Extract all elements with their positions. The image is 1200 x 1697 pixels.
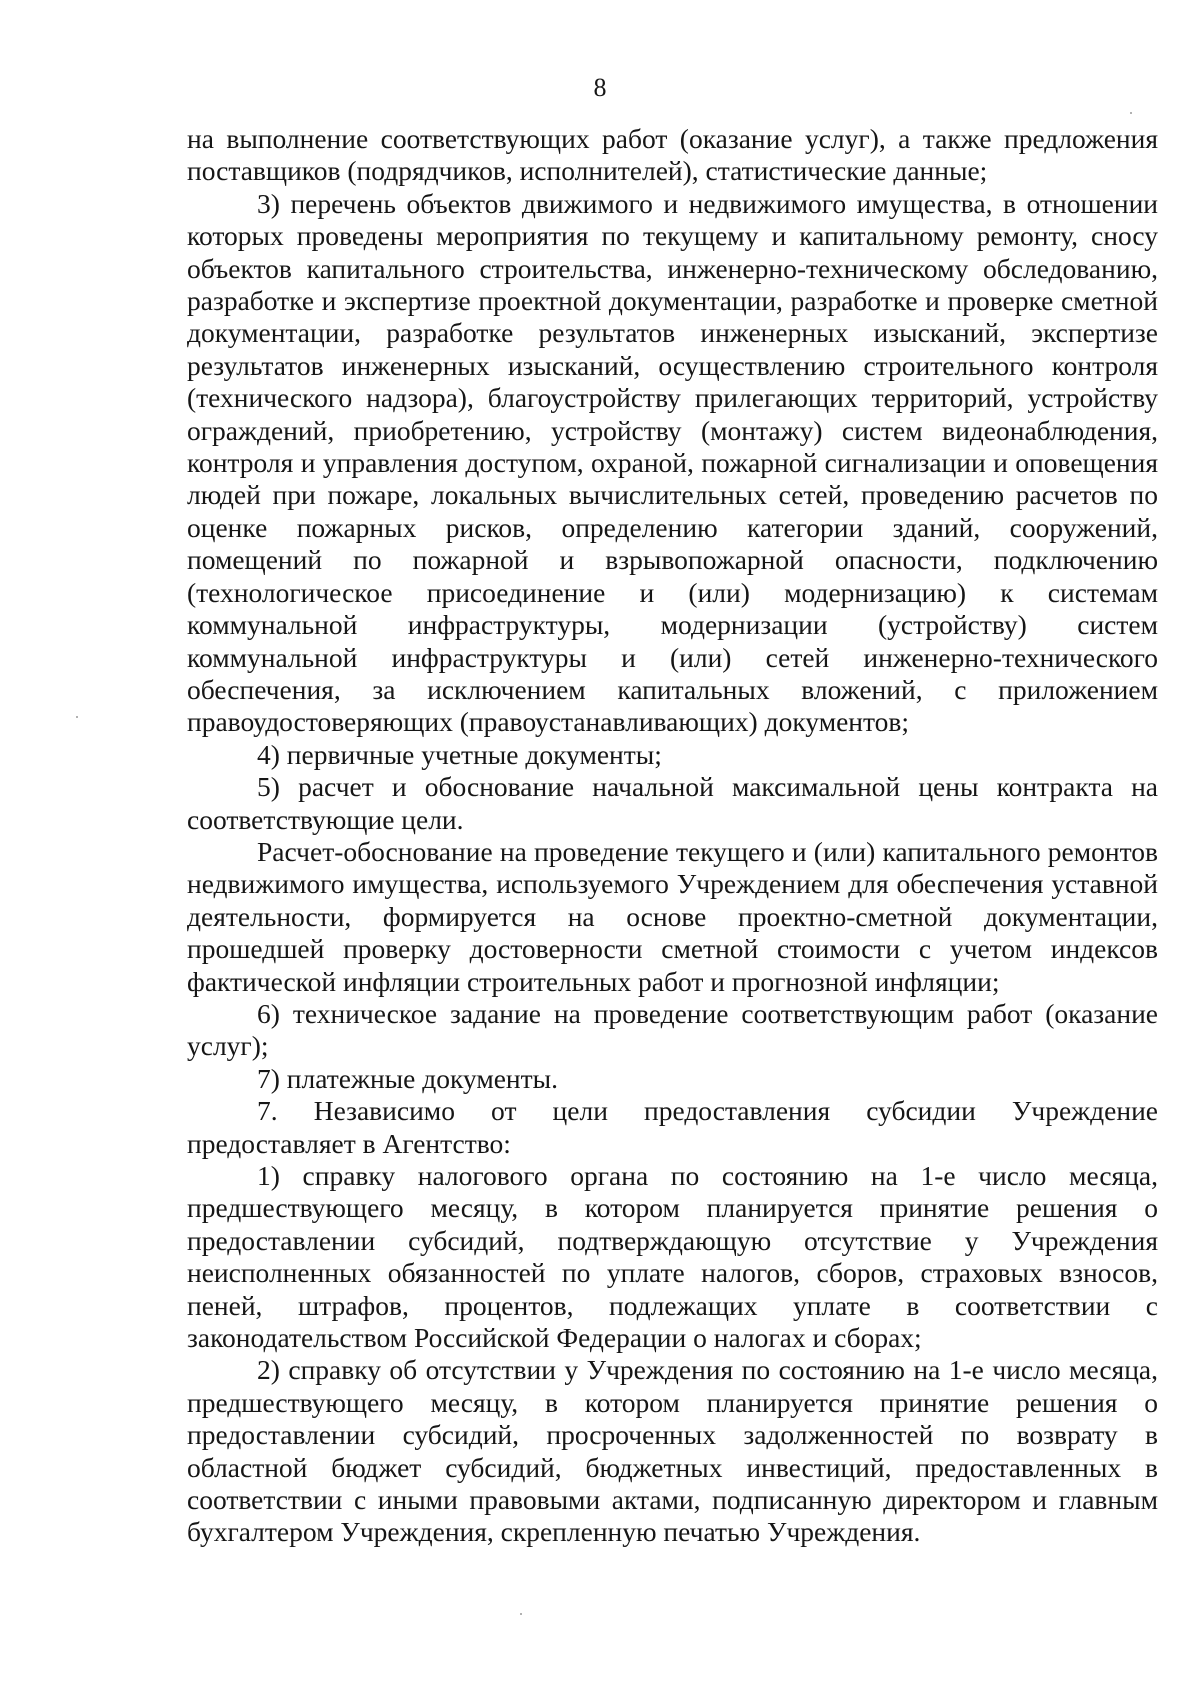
list-item-6: 6) техническое задание на проведение соответствующим работ (оказание услуг);	[187, 997, 1158, 1062]
scan-speck	[1130, 112, 1132, 114]
document-body	[187, 123, 1158, 1549]
scan-speck	[76, 716, 78, 718]
scan-speck	[520, 1613, 522, 1615]
paragraph-continuation: на выполнение соответствующих работ (оказание услуг), а также предложения поставщиков (подрядчиков, исполнителей), статистические данные;	[187, 123, 1158, 187]
list-item-5: 5) расчет и обоснование начальной максимальной цены контракта на соответствующие цели.	[187, 771, 1158, 835]
clause-7-item-1: 1) справку налогового органа по состоянию на 1-е число месяца, предшествующего месяцу, в котором планируется принятие решения о предоставлении субсидий, подтверждающую отсутствие у Учреждения неисполненных обязанностей по уплате налогов, сборов, страховых взносов, пеней, штрафов, процентов, подлежащих уплате в соответствии с законодательством Российской Федерации о налогах и сборах;	[187, 1160, 1158, 1354]
paragraph-calculation: Расчет-обоснование на проведение текущего и (или) капитального ремонтов недвижимого имущества, используемого Учреждением для обеспечения уставной деятельности, формируется на основе проектно-сметной документации, прошедшей проверку достоверности сметной стоимости с учетом индексов фактической инфляции строительных работ и прогнозной инфляции;	[187, 835, 1158, 997]
clause-7: 7. Независимо от цели предоставления субсидии Учреждение предоставляет в Агентство:	[187, 1095, 1158, 1159]
list-item-7: 7) платежные документы.	[257, 1062, 559, 1094]
clause-7-item-2: 2) справку об отсутствии у Учреждения по состоянию на 1-е число месяца, предшествующего месяцу, в котором планируется принятие решения о предоставлении субсидий, просроченных задолженностей по возврату в областной бюджет субсидий, бюджетных инвестиций, предоставленных в соответствии с иными правовыми актами, подписанную директором и главным бухгалтером Учреждения, скрепленную печатью Учреждения.	[187, 1354, 1158, 1548]
page-number: 8	[593, 73, 607, 102]
list-item-3: 3) перечень объектов движимого и недвижимого имущества, в отношении которых проведены мероприятия по текущему и капитальному ремонту, сносу объектов капитального строительства, инженерно-техническому обследованию, разработке и экспертизе проектной документации, разработке и проверке сметной документации, разработке результатов инженерных изысканий, экспертизе результатов инженерных изысканий, осуществлению строительного контроля (технического надзора), благоустройству прилегающих территорий, устройству ограждений, приобретению, устройству (монтажу) систем видеонаблюдения, контроля и управления доступом, охраной, пожарной сигнализации и оповещения людей при пожаре, локальных вычислительных сетей, проведению расчетов по оценке пожарных рисков, определению категории зданий, сооружений, помещений по пожарной и взрывопожарной опасности, подключению (технологическое присоединение и (или) модернизацию) к системам коммунальной инфраструктуры, модернизации (устройству) систем коммунальной инфраструктуры и (или) сетей инженерно-технического обеспечения, за исключением капитальных вложений, с приложением правоудостоверяющих (правоустанавливающих) документов;	[187, 187, 1158, 738]
list-item-4: 4) первичные учетные документы;	[257, 738, 662, 770]
